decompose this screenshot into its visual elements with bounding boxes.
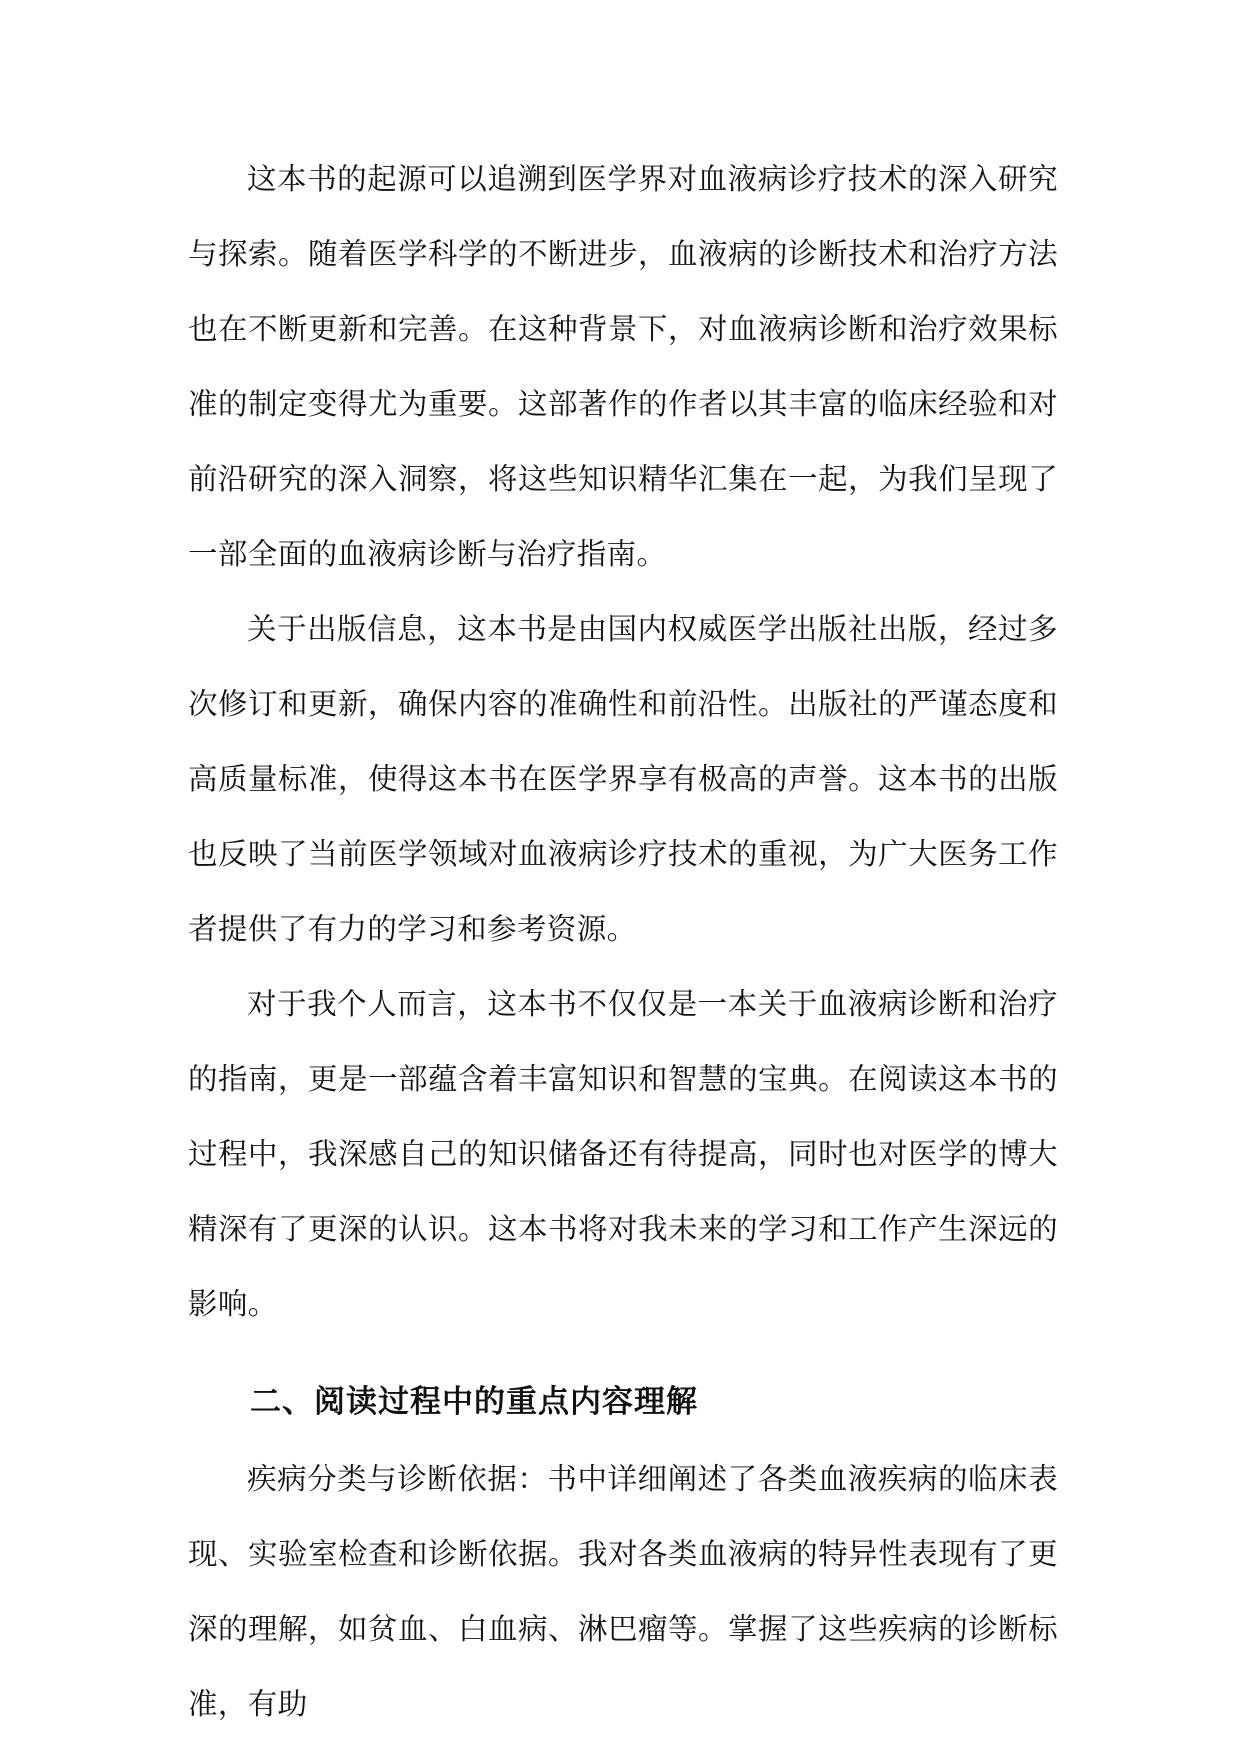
paragraph-personal-view: 对于我个人而言，这本书不仅仅是一本关于血液病诊断和治疗的指南，更是一部蕴含着丰富知识和智慧的宝典。在阅读这本书的过程中，我深感自己的知识储备还有待提高，同时也对医学的博大精深有了更深的认识。这本书将对我未来的学习和工作产生深远的影响。 (188, 987, 1058, 1321)
paragraph-disease-classification: 疾病分类与诊断依据：书中详细阐述了各类血液疾病的临床表现、实验室检查和诊断依据。我对各类血液病的特异性表现有了更深的理解，如贫血、白血病、淋巴瘤等。掌握了这些疾病的诊断标准，有助 (188, 1462, 1058, 1721)
section-heading: 二、阅读过程中的重点内容理解 (250, 1384, 698, 1420)
paragraph-publication-info: 关于出版信息，这本书是由国内权威医学出版社出版，经过多次修订和更新，确保内容的准确性和前沿性。出版社的严谨态度和高质量标准，使得这本书在医学界享有极高的声誉。这本书的出版也反映了当前医学领域对血液病诊疗技术的重视，为广大医务工作者提供了有力的学习和参考资源。 (188, 612, 1058, 946)
document-body (188, 142, 1058, 1742)
paragraph-origin: 这本书的起源可以追溯到医学界对血液病诊疗技术的深入研究与探索。随着医学科学的不断进步，血液病的诊断技术和治疗方法也在不断更新和完善。在这种背景下，对血液病诊断和治疗效果标准的制定变得尤为重要。这部著作的作者以其丰富的临床经验和对前沿研究的深入洞察，将这些知识精华汇集在一起，为我们呈现了一部全面的血液病诊断与治疗指南。 (188, 162, 1058, 571)
